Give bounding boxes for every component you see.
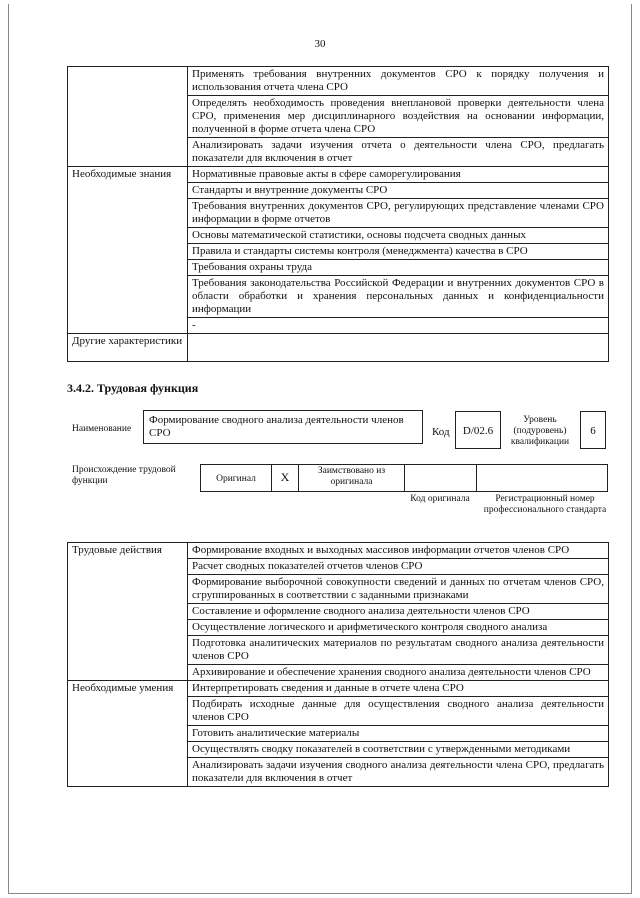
table-row: Подготовка аналитических материалов по результатам сводного анализа деятельности членов СРО xyxy=(188,636,609,665)
actions-label-cell xyxy=(68,559,188,575)
section-title: 3.4.2. Трудовая функция xyxy=(67,381,199,395)
table-row: Формирование выборочной совокупности сведений и данных по отчетам членов СРО, сгруппированных в соответствии с заданными признаками xyxy=(188,575,609,604)
level-value-box xyxy=(580,411,606,449)
table-row: Анализировать задачи изучения сводного анализа деятельности члена СРО, предлагать показатели для включения в отчет xyxy=(188,758,609,787)
table-row: Интерпретировать сведения и данные в отчете члена СРО xyxy=(188,681,609,697)
skills-label-cell xyxy=(68,742,188,758)
table-row: Требования законодательства Российской Федерации и внутренних документов СРО в области обработки и хранения персональных данных и конфиденциальности информации xyxy=(188,276,609,318)
table-row: Применять требования внутренних документов СРО к порядку получения и использования отчета члена СРО xyxy=(188,67,609,96)
table-row: Определять необходимость проведения внеплановой проверки деятельности члена СРО, применения мер дисциплинарного воздействия на основании информации, полученной в форме отчета члена СРО xyxy=(188,96,609,138)
borrowed-label: Заимствовано из оригинала xyxy=(317,466,386,487)
level-value: 6 xyxy=(590,425,596,437)
name-value-box xyxy=(143,410,423,444)
page-number: 30 xyxy=(314,38,326,50)
table-row: Нормативные правовые акты в сфере саморегулирования xyxy=(188,167,609,183)
table-row: Основы математической статистики, основы подсчета сводных данных xyxy=(188,228,609,244)
origin-code-cell xyxy=(405,465,477,491)
code-value: D/02.6 xyxy=(462,425,494,437)
original-mark-cell xyxy=(272,465,299,491)
skills-label-cell xyxy=(68,758,188,787)
original-mark: X xyxy=(280,470,290,484)
actions-label-cell xyxy=(68,620,188,636)
reg-number-cell xyxy=(477,465,607,491)
knowledge-label-cell xyxy=(68,318,188,334)
top-table xyxy=(67,66,609,362)
knowledge-label-cell xyxy=(68,244,188,260)
knowledge-label-cell xyxy=(68,276,188,318)
knowledge-label-cell xyxy=(68,260,188,276)
name-label: Наименование xyxy=(72,424,132,434)
table-row: Составление и оформление сводного анализа деятельности членов СРО xyxy=(188,604,609,620)
table-row: - xyxy=(188,318,609,334)
table-row: Стандарты и внутренние документы СРО xyxy=(188,183,609,199)
other-value xyxy=(188,334,609,362)
name-value: Формирование сводного анализа деятельности членов СРО xyxy=(149,414,404,439)
continuation-label-cell xyxy=(68,67,188,96)
original-cell xyxy=(201,465,272,491)
origin-table xyxy=(200,464,608,492)
skills-label-cell xyxy=(68,726,188,742)
knowledge-label: Необходимые знания xyxy=(68,167,188,183)
skills-label: Необходимые умения xyxy=(68,681,188,697)
table-row: Подбирать исходные данные для осуществления сводного анализа деятельности членов СРО xyxy=(188,697,609,726)
table-row: Осуществлять сводку показателей в соответствии с утвержденными методиками xyxy=(188,742,609,758)
knowledge-label-cell xyxy=(68,199,188,228)
knowledge-label-cell xyxy=(68,228,188,244)
original-label: Оригинал xyxy=(216,474,256,484)
continuation-label-cell xyxy=(68,96,188,138)
origin-code-caption: Код оригинала xyxy=(410,494,470,504)
table-row: Правила и стандарты системы контроля (менеджмента) качества в СРО xyxy=(188,244,609,260)
reg-number-caption: Регистрационный номер профессионального стандарта xyxy=(483,494,607,515)
skills-label-cell xyxy=(68,697,188,726)
table-row: Готовить аналитические материалы xyxy=(188,726,609,742)
actions-label-cell xyxy=(68,665,188,681)
table-row: Архивирование и обеспечение хранения сводного анализа деятельности членов СРО xyxy=(188,665,609,681)
code-label: Код xyxy=(432,426,450,438)
table-row: Формирование входных и выходных массивов информации отчетов членов СРО xyxy=(188,543,609,559)
table-row: Требования охраны труда xyxy=(188,260,609,276)
bottom-table xyxy=(67,542,609,787)
actions-label-cell xyxy=(68,575,188,604)
table-row: Требования внутренних документов СРО, регулирующих представление членами СРО информации в форме отчетов xyxy=(188,199,609,228)
actions-label: Трудовые действия xyxy=(68,543,188,559)
borrowed-cell xyxy=(299,465,405,491)
code-value-box xyxy=(455,411,501,449)
actions-label-cell xyxy=(68,636,188,665)
table-row: Осуществление логического и арифметического контроля сводного анализа xyxy=(188,620,609,636)
table-row: Расчет сводных показателей отчетов членов СРО xyxy=(188,559,609,575)
continuation-label-cell xyxy=(68,138,188,167)
knowledge-label-cell xyxy=(68,183,188,199)
level-label: Уровень (подуровень) квалификации xyxy=(510,415,570,447)
table-row: Анализировать задачи изучения отчета о деятельности члена СРО, предлагать показатели для включения в отчет xyxy=(188,138,609,167)
other-label: Другие характеристики xyxy=(68,334,188,362)
origin-label: Происхождение трудовой функции xyxy=(72,465,176,486)
actions-label-cell xyxy=(68,604,188,620)
